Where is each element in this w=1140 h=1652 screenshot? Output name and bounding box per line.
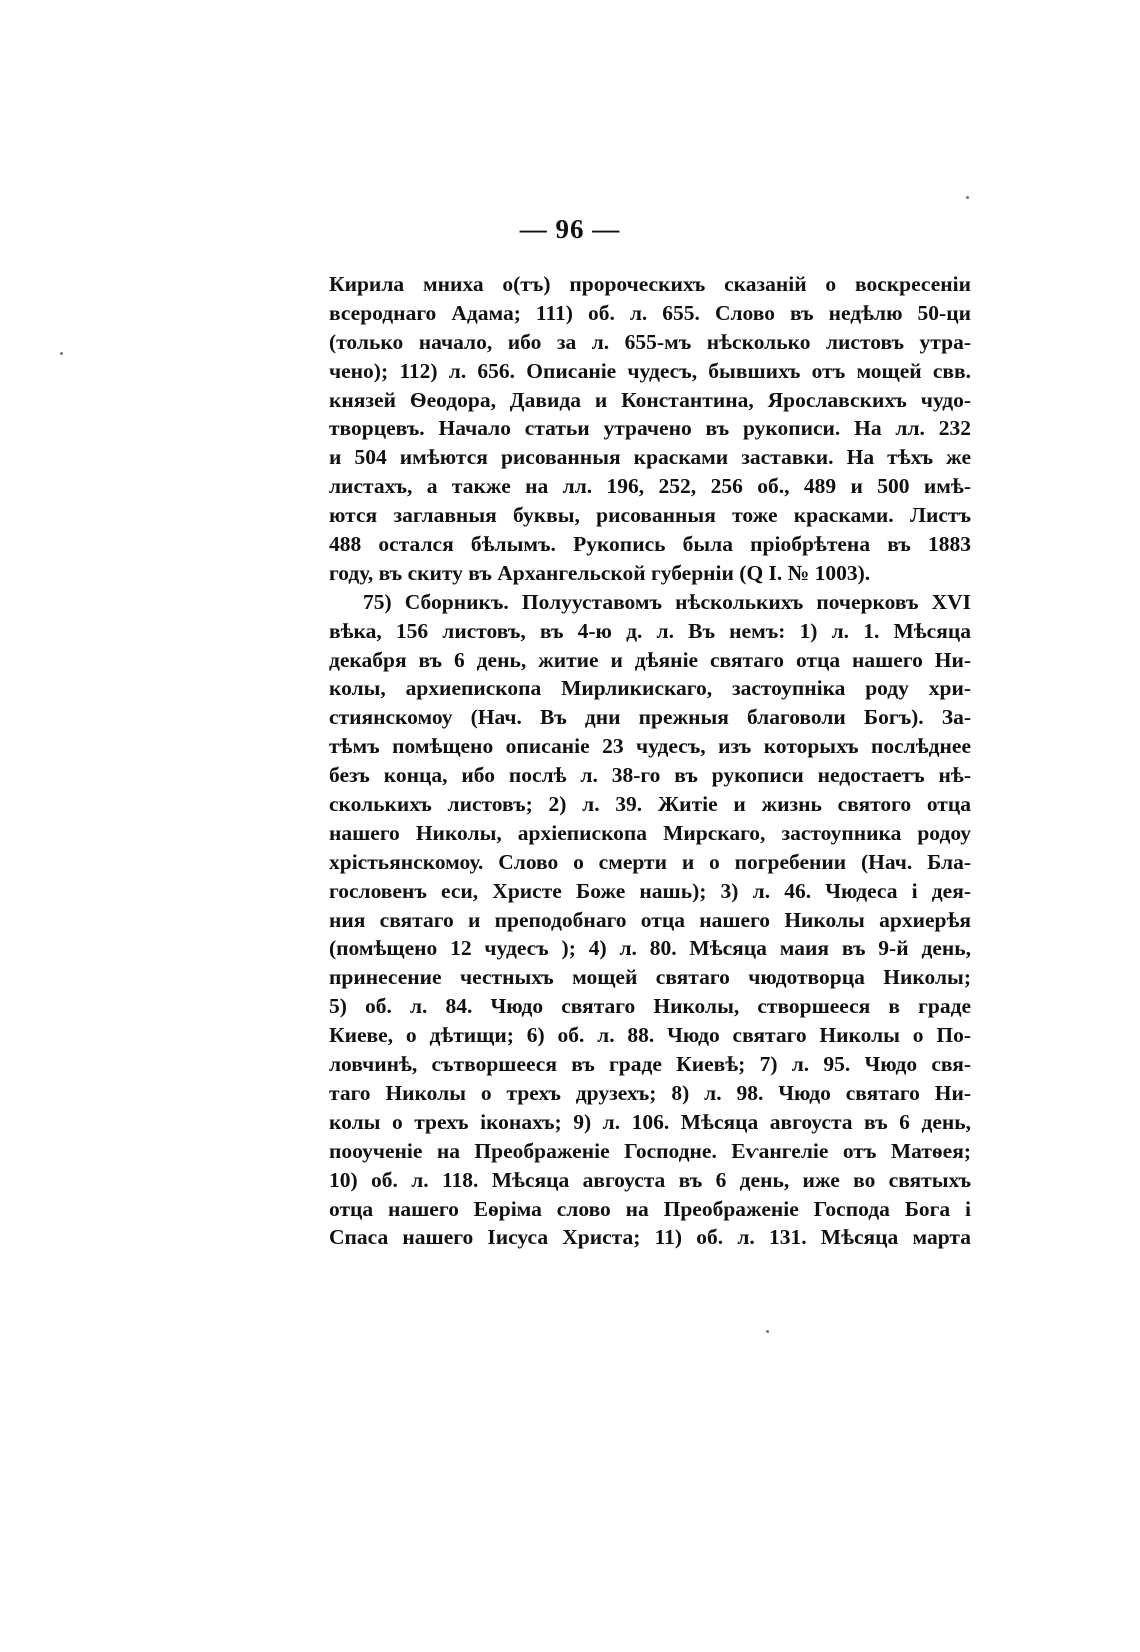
text-line: сколькихъ листовъ; 2) л. 39. Житіе и жизнь святого отца [329, 792, 971, 817]
text-line: (помѣщено 12 чудесъ ); 4) л. 80. Мѣсяца маия въ 9-й день, [329, 936, 971, 961]
text-line: творцевъ. Начало статьи утрачено въ рукописи. На лл. 232 [329, 416, 971, 441]
text-line: нашего Николы, архіепископа Мирскаго, застоупника родоу [329, 820, 971, 845]
text-line: пооученіе на Преображеніе Господне. Еѵангеліе отъ Матѳея; [329, 1138, 971, 1163]
text-line: (только начало, ибо за л. 655-мъ нѣсколько листовъ утра- [329, 329, 971, 354]
text-line: ния святаго и преподобнаго отца нашего Николы архиерѣя [329, 907, 971, 932]
text-line: тѣмъ помѣщено описаніе 23 чудесъ, изъ которыхъ послѣднее [329, 734, 971, 759]
text-line: году, въ скиту въ Архангельской губерніи (Q I. № 1003). [329, 560, 871, 585]
text-line: князей Ѳеодора, Давида и Константина, Ярославскихъ чудо- [329, 387, 971, 412]
text-line: 5) об. л. 84. Чюдо святаго Николы, створшееся в граде [329, 994, 971, 1019]
text-line: Киеве, о дѣтищи; 6) об. л. 88. Чюдо святаго Николы о По- [329, 1023, 971, 1048]
text-line: таго Николы о трехъ друзехъ; 8) л. 98. Чюдо святаго Ни- [329, 1080, 971, 1105]
text-line: 10) об. л. 118. Мѣсяца авгоуста въ 6 день, иже во святыхъ [329, 1167, 971, 1192]
text-line: колы о трехъ іконахъ; 9) л. 106. Мѣсяца авгоуста въ 6 день, [329, 1109, 971, 1134]
text-line: стиянскомоу (Нач. Въ дни прежныя благоволи Богъ). За- [329, 705, 971, 730]
text-line: колы, архиепископа Мирликискаго, застоупніка роду хри- [329, 676, 971, 701]
text-line: вѣка, 156 листовъ, въ 4-ю д. л. Въ немъ: 1) л. 1. Мѣсяца [329, 618, 971, 643]
text-line: ловчинѣ, сътворшееся въ граде Киевѣ; 7) л. 95. Чюдо свя- [329, 1052, 971, 1077]
text-line: всероднаго Адама; 111) об. л. 655. Слово въ недѣлю 50-ци [329, 300, 971, 325]
text-line: Кирила мниха о(тъ) пророческихъ сказаній о воскресеніи [329, 272, 971, 296]
text-line: и 504 имѣются рисованныя красками заставки. На тѣхъ же [329, 445, 971, 470]
text-line: Спаса нашего Іисуса Христа; 11) об. л. 131. Мѣсяца марта [329, 1225, 971, 1250]
text-line: отца нашего Еѳріма слово на Преображеніе Господа Бога і [329, 1196, 971, 1221]
text-line: гословенъ еси, Христе Боже нашь); 3) л. 46. Чюдеса і дея- [329, 878, 971, 903]
text-line: хрістьянскомоу. Слово о смерти и о погребении (Нач. Бла- [329, 849, 971, 874]
text-line: декабря въ 6 день, житие и дѣяніе святаго отца нашего Ни- [329, 647, 971, 672]
scan-speck [766, 1330, 769, 1333]
scan-speck [60, 352, 63, 355]
text-line: безъ конца, ибо послѣ л. 38-го въ рукописи недостаетъ нѣ- [329, 763, 971, 788]
text-line: ются заглавныя буквы, рисованныя тоже красками. Листъ [329, 503, 971, 528]
text-line: чено); 112) л. 656. Описаніе чудесъ, бывшихъ отъ мощей свв. [329, 358, 971, 383]
scan-speck [966, 196, 969, 199]
text-line: принесение честныхъ мощей святаго чюдотворца Николы; [329, 965, 971, 990]
page-number: — 96 — [519, 214, 621, 244]
paragraph-start-line: 75) Сборникъ. Полууставомъ нѣсколькихъ почерковъ XVI [363, 589, 971, 614]
body-text [329, 270, 971, 1252]
text-line: 488 остался бѣлымъ. Рукопись была пріобрѣтена въ 1883 [329, 532, 971, 557]
text-line: листахъ, а также на лл. 196, 252, 256 об., 489 и 500 имѣ- [329, 474, 971, 499]
